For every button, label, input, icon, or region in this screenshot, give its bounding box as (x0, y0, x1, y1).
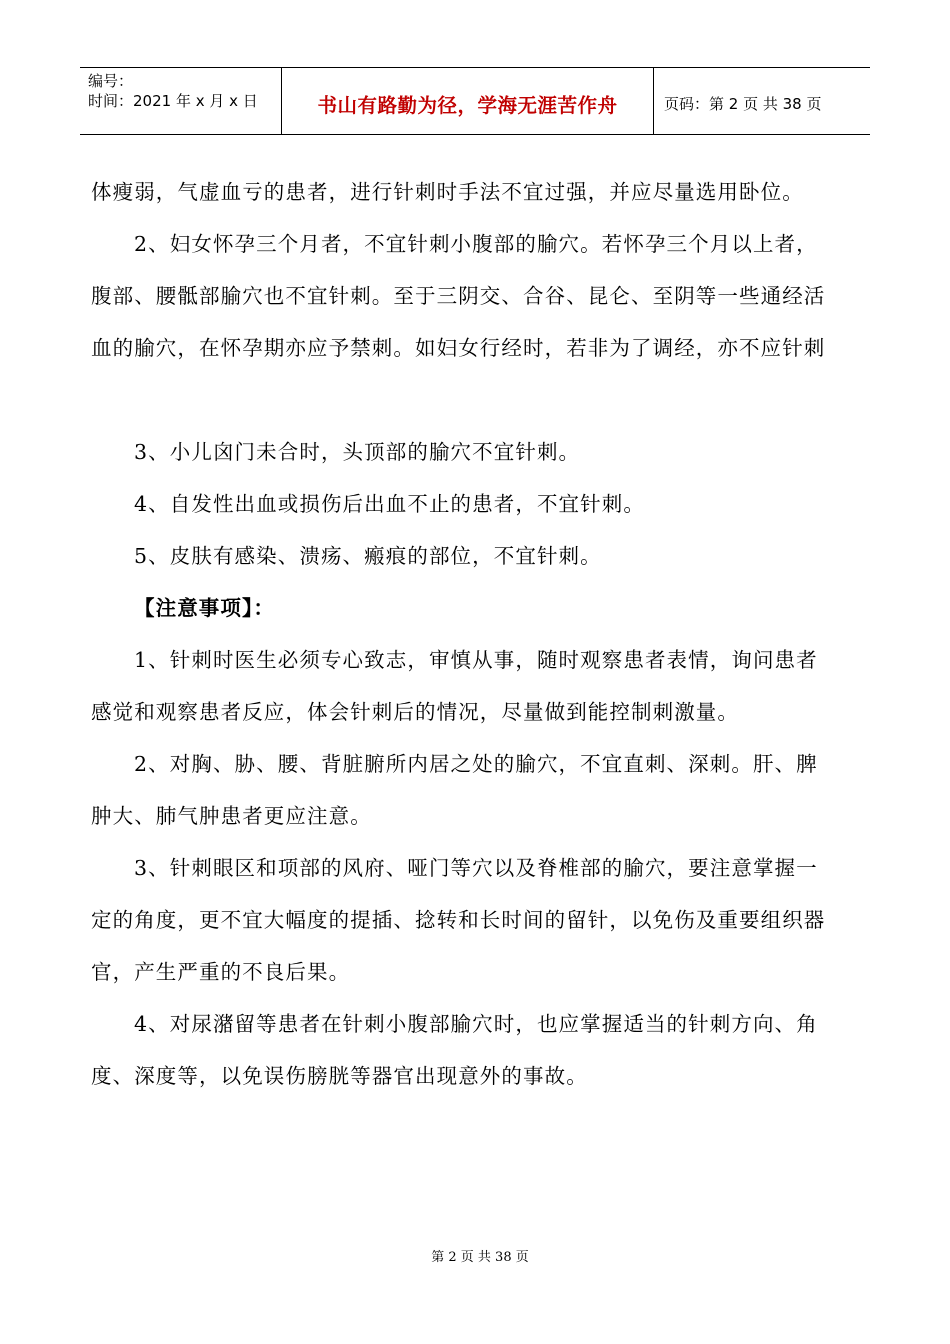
document-number-label: 编号： (88, 72, 134, 90)
document-body (91, 166, 861, 1102)
body-line-blank (91, 374, 861, 426)
document-header (80, 67, 870, 135)
body-line: 腹部、腰骶部腧穴也不宜针刺。至于三阴交、合谷、昆仑、至阴等一些通经活 (91, 284, 826, 308)
header-motto: 书山有路勤为径，学海无涯苦作舟 (282, 68, 654, 134)
body-line: 体瘦弱，气虚血亏的患者，进行针刺时手法不宜过强，并应尽量选用卧位。 (91, 180, 804, 204)
body-line: 3、针刺眼区和项部的风府、哑门等穴以及脊椎部的腧穴，要注意掌握一 (134, 856, 818, 880)
body-line: 血的腧穴，在怀孕期亦应予禁刺。如妇女行经时，若非为了调经，亦不应针刺 (91, 336, 826, 360)
body-line: 4、对尿潴留等患者在针刺小腹部腧穴时，也应掌握适当的针刺方向、角 (134, 1012, 818, 1036)
body-line: 3、小儿囟门未合时，头顶部的腧穴不宜针刺。 (134, 440, 581, 464)
document-date-label: 时间：2021 年 x 月 x 日 (88, 92, 258, 110)
body-line: 1、针刺时医生必须专心致志，审慎从事，随时观察患者表情，询问患者 (134, 648, 818, 672)
body-line: 2、对胸、胁、腰、背脏腑所内居之处的腧穴，不宜直刺、深刺。肝、脾 (134, 752, 818, 776)
body-line: 官，产生严重的不良后果。 (91, 960, 351, 984)
body-line: 4、自发性出血或损伤后出血不止的患者，不宜针刺。 (134, 492, 645, 516)
header-page-info: 页码：第 2 页 共 38 页 (664, 94, 822, 113)
body-line: 肿大、肺气肿患者更应注意。 (91, 804, 372, 828)
body-line: 2、妇女怀孕三个月者，不宜针刺小腹部的腧穴。若怀孕三个月以上者， (134, 232, 818, 256)
body-line: 感觉和观察患者反应，体会针刺后的情况，尽量做到能控制刺激量。 (91, 700, 739, 724)
header-meta (80, 68, 282, 134)
body-line: 定的角度，更不宜大幅度的提插、捻转和长时间的留针，以免伤及重要组织器 (91, 908, 826, 932)
section-heading: 【注意事项】： (134, 596, 275, 620)
page-footer: 第 2 页 共 38 页 (431, 1250, 529, 1265)
body-line: 5、皮肤有感染、溃疡、瘢痕的部位，不宜针刺。 (134, 544, 602, 568)
body-line: 度、深度等，以免误伤膀胱等器官出现意外的事故。 (91, 1064, 588, 1088)
